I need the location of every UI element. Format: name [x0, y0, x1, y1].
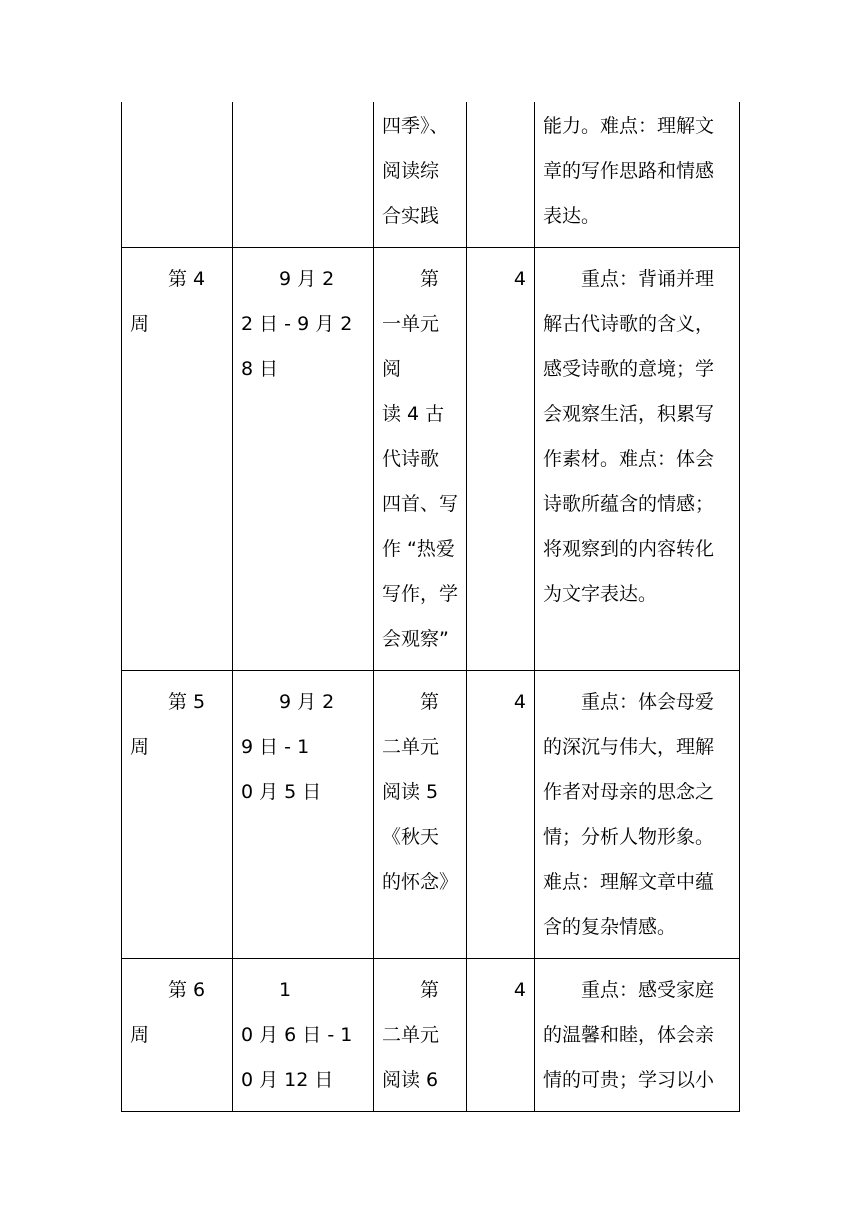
hours-cell: 4	[467, 671, 535, 959]
date-cell: 9 月 2 9 日 - 1 0 月 5 日	[233, 671, 374, 959]
hours-cell	[467, 102, 535, 248]
week-cell: 第 4 周	[122, 248, 233, 671]
table-row	[122, 102, 740, 248]
week-cell: 第 6 周	[122, 959, 233, 1112]
date-cell	[233, 102, 374, 248]
focus-cell: 重点：感受家庭 的温馨和睦，体会亲 情的可贵；学习以小	[535, 959, 740, 1112]
focus-cell: 重点：背诵并理 解古代诗歌的含义， 感受诗歌的意境；学 会观察生活，积累写 作素材。难点：体会 诗歌所蕴含的情感； 将观察到的内容转化 为文字表达。	[535, 248, 740, 671]
focus-cell: 能力。难点：理解文 章的写作思路和情感 表达。	[535, 102, 740, 248]
week-cell	[122, 102, 233, 248]
table-row	[122, 959, 740, 1112]
content-cell: 第 二单元 阅读 6	[374, 959, 467, 1112]
hours-cell: 4	[467, 248, 535, 671]
content-cell: 四季》、 阅读综 合实践	[374, 102, 467, 248]
date-cell: 9 月 2 2 日 - 9 月 2 8 日	[233, 248, 374, 671]
table-row	[122, 671, 740, 959]
content-cell: 第 二单元 阅读 5 《秋天 的怀念》	[374, 671, 467, 959]
teaching-schedule-table	[121, 102, 740, 1112]
hours-cell: 4	[467, 959, 535, 1112]
content-cell: 第 一单元 阅 读 4 古 代诗歌 四首、写 作 “热爱 写作，学 会观察”	[374, 248, 467, 671]
date-cell: 1 0 月 6 日 - 1 0 月 12 日	[233, 959, 374, 1112]
table-row	[122, 248, 740, 671]
week-cell: 第 5 周	[122, 671, 233, 959]
focus-cell: 重点：体会母爱 的深沉与伟大，理解 作者对母亲的思念之 情；分析人物形象。 难点：理解文章中蕴 含的复杂情感。	[535, 671, 740, 959]
